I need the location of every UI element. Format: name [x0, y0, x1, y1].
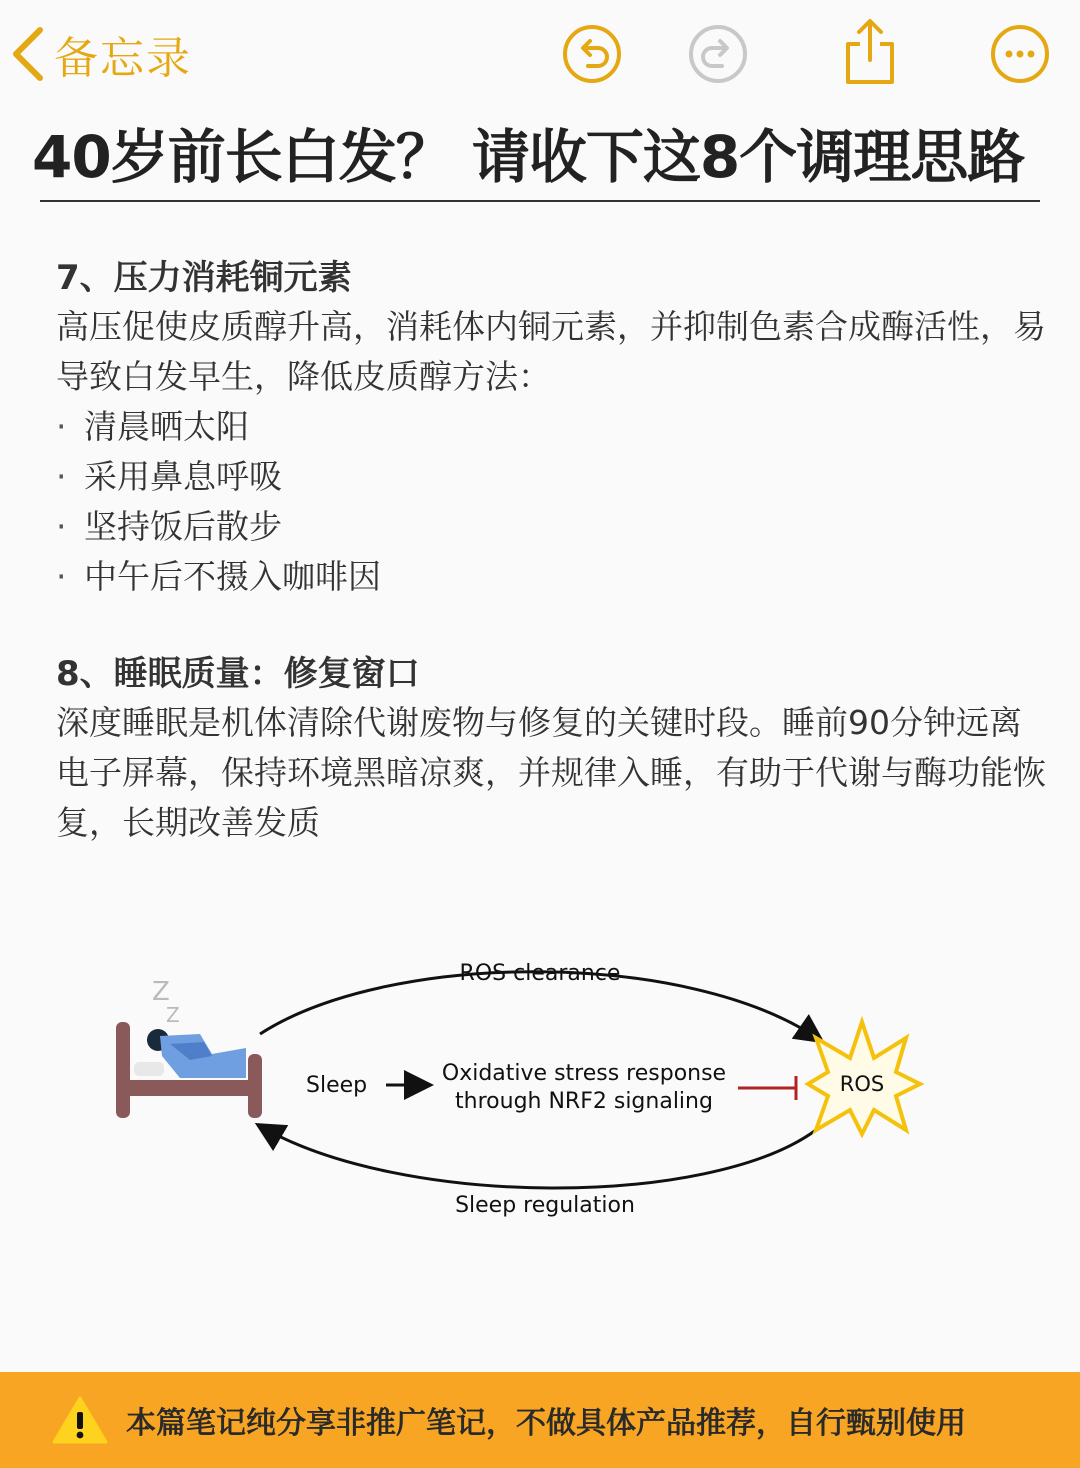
note-title: 40岁前长白发？ 请收下这8个调理思路	[32, 123, 1025, 191]
bullet-text: 采用鼻息呼吸	[84, 457, 282, 496]
top-label: ROS clearance	[459, 961, 621, 986]
sleep-label: Sleep	[306, 1073, 368, 1098]
zzz-text: Z	[152, 977, 170, 1007]
share-icon	[840, 18, 900, 86]
zzz-text: Z	[166, 1003, 180, 1027]
sleeping-person-icon	[116, 977, 262, 1118]
list-item: · 清晨晒太阳	[56, 407, 249, 446]
redo-icon	[688, 24, 748, 84]
bullet-text: 坚持饭后散步	[84, 507, 282, 546]
back-label: 备忘录	[54, 33, 192, 84]
back-button[interactable]	[10, 22, 192, 86]
undo-button[interactable]	[562, 24, 622, 84]
sleep-ros-diagram	[100, 950, 980, 1240]
sleep-regulation-arrow	[260, 1126, 816, 1188]
undo-icon	[562, 24, 622, 84]
list-item: · 采用鼻息呼吸	[56, 457, 282, 496]
more-icon	[990, 24, 1050, 84]
share-button[interactable]	[840, 18, 900, 86]
section-8-body: 深度睡眠是机体清除代谢废物与修复的关键时段。睡前90分钟远离电子屏幕，保持环境黑暗凉爽，并规律入睡，有助于代谢与酶功能恢复，长期改善发质	[56, 703, 1046, 842]
response-line-2: through NRF2 signaling	[455, 1089, 713, 1114]
response-line-1: Oxidative stress response	[441, 1061, 727, 1086]
more-button[interactable]	[990, 24, 1050, 84]
warning-icon	[52, 1395, 108, 1445]
ros-label: ROS	[839, 1072, 885, 1096]
navigation-bar	[0, 0, 1080, 108]
section-8-heading: 8、睡眠质量：修复窗口	[56, 654, 420, 694]
chevron-left-icon	[10, 26, 46, 82]
bottom-label: Sleep regulation	[455, 1193, 635, 1218]
section-7-bullets	[56, 402, 1046, 602]
section-7	[56, 254, 1046, 602]
section-7-heading: 7、压力消耗铜元素	[56, 258, 352, 298]
disclaimer-banner	[0, 1372, 1080, 1468]
redo-button[interactable]	[688, 24, 748, 84]
title-divider	[40, 200, 1040, 202]
bullet-text: 清晨晒太阳	[84, 407, 249, 446]
section-8	[56, 650, 1046, 848]
list-item: · 坚持饭后散步	[56, 507, 282, 546]
disclaimer-text: 本篇笔记纯分享非推广笔记，不做具体产品推荐，自行甄别使用	[126, 1406, 966, 1441]
list-item: · 中午后不摄入咖啡因	[56, 557, 381, 596]
bullet-text: 中午后不摄入咖啡因	[84, 557, 381, 596]
section-7-body: 高压促使皮质醇升高，消耗体内铜元素，并抑制色素合成酶活性，易导致白发早生，降低皮质醇方法：	[56, 307, 1046, 396]
